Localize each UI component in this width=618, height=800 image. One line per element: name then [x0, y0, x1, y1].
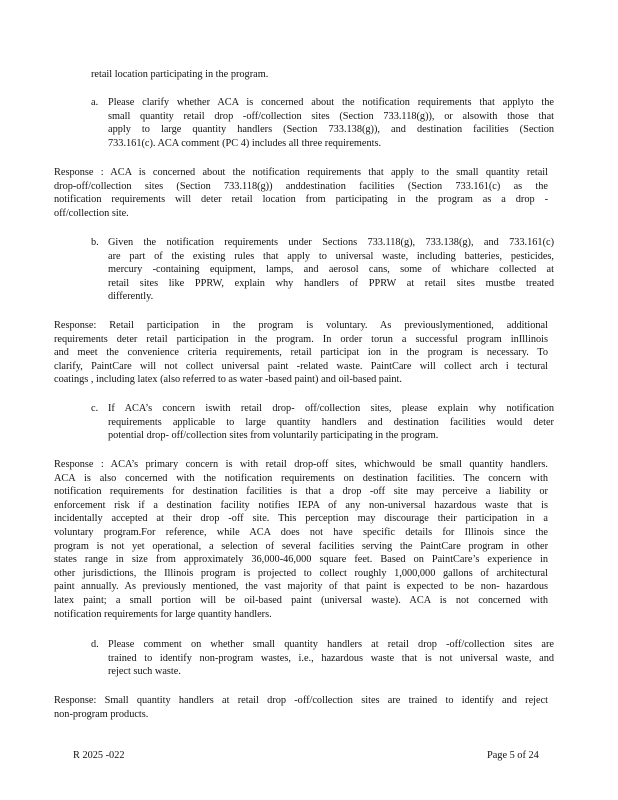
intro-text	[91, 68, 268, 82]
text-line: reject such waste.	[108, 666, 181, 678]
item-d-label: d.	[91, 639, 99, 650]
text-line: Response : ACA’s primary concern is with retail drop-off sites, whichwould be small quantity handlers.	[54, 459, 548, 470]
text-line: differently.	[108, 291, 154, 303]
text-line: drop-off/collection sites (Section 733.118(g)) anddestination facilities (Section 733.161(c) as the	[54, 180, 548, 192]
item-b-response	[54, 319, 548, 387]
text-line: program is not yet operational, a selection of several facilities serving the PaintCare program in other	[54, 540, 548, 552]
text-line: retail sites like PPRW, explain why handlers of PPRW at retail sites mustbe treated	[108, 277, 554, 289]
text-line: incidentally accepted at their drop -off site. This perception may discourage their participation in a	[54, 513, 548, 525]
text-line: off/collection site.	[54, 207, 129, 219]
text-line: notification requirements for destination facilities is that a drop -off site may perceive a liability or	[54, 486, 548, 498]
item-a-label: a.	[91, 97, 99, 108]
text-line: and meet the convenience criteria requirements, retail participat ion in the program is necessary. To	[54, 347, 548, 359]
text-line: coatings , including latex (also referred to as water -based paint) and oil-based paint.	[54, 374, 402, 386]
text-line: 733.161(c). ACA comment (PC 4) includes all three requirements.	[108, 137, 382, 149]
text-line: Please comment on whether small quantity handlers at retail drop -off/collection sites are	[108, 639, 554, 650]
item-a-question	[108, 96, 554, 150]
text-line: states range in size from approximately 36,000-46,000 square feet. Based on PaintCare’s experience in	[54, 554, 548, 566]
text-line: ACA is also concerned with the notification requirements on destination facilities. The concern with	[54, 472, 548, 484]
text-line: Please clarify whether ACA is concerned about the notification requirements that applyto the	[108, 97, 554, 108]
text-line: requirements deter retail participation in the program. In order torun a successful program inIllinois	[54, 333, 548, 345]
item-d-question	[108, 638, 554, 679]
text-line: voluntary program.For reference, while ACA does not have specific details for Illinois since the	[54, 526, 548, 538]
text-line: notification requirements will deter retail location from participating in the program as a drop -	[54, 194, 548, 206]
text-line: Response: Small quantity handlers at retail drop -off/collection sites are trained to identify and reject	[54, 695, 548, 706]
text-line: small quantity retail drop -off/collection sites (Section 733.118(g)), or alsowith those that	[108, 110, 554, 122]
text-line: apply to large quantity handlers (Section 733.138(g)), and destination facilities (Section	[108, 124, 554, 136]
item-d-response	[54, 694, 548, 721]
item-b-question	[108, 236, 554, 304]
text-line: Given the notification requirements under Sections 733.118(g), 733.138(g), and 733.161(c)	[108, 237, 554, 248]
text-line: trained to identify non-program wastes, i.e., hazardous waste that is not universal waste, and	[108, 652, 554, 664]
text-line: other jurisdictions, the Illinois program is projected to collect roughly 1,000,000 gallons of architectural	[54, 567, 548, 579]
text-line: potential drop- off/collection sites from voluntarily participating in the program.	[108, 430, 439, 442]
text-line: Response : ACA is concerned about the notification requirements that apply to the small quantity retail	[54, 167, 548, 178]
text-line: latex paint; a small portion will be oil-based paint (universal waste). ACA is not concerned with	[54, 594, 548, 606]
item-b-label: b.	[91, 237, 99, 248]
text-line: If ACA’s concern iswith retail drop- off/collection sites, please explain why notification	[108, 403, 554, 414]
item-c-label: c.	[91, 403, 99, 414]
footer-docket-number: R 2025 -022	[73, 750, 125, 761]
text-line: are part of the existing rules that apply to universal waste, including batteries, pesticides,	[108, 250, 554, 262]
text-line: Response: Retail participation in the program is voluntary. As previouslymentioned, additional	[54, 320, 548, 331]
text-line: mercury -containing equipment, lamps, and aerosol cans, some of whichare collected at	[108, 264, 554, 276]
text-line: notification requirements for large quantity handlers.	[54, 608, 272, 620]
item-c-response	[54, 458, 548, 621]
text-line: paint annually. As previously mentioned, the vast majority of that paint is expected to be non- hazardous	[54, 581, 548, 593]
footer-page-number: Page 5 of 24	[487, 750, 539, 761]
text-line: non-program products.	[54, 708, 149, 720]
item-a-response	[54, 166, 548, 220]
item-c-question	[108, 402, 554, 443]
text-line: clarify, PaintCare will not collect universal paint -related waste. PaintCare will collect arch i tectural	[54, 360, 548, 372]
intro-line: retail location participating in the program.	[91, 69, 269, 80]
text-line: enforcement risk if a destination facility notifies IEPA of any non-universal hazardous waste that is	[54, 499, 548, 511]
text-line: requirements applicable to large quantity handlers and destination facilities would deter	[108, 416, 554, 428]
